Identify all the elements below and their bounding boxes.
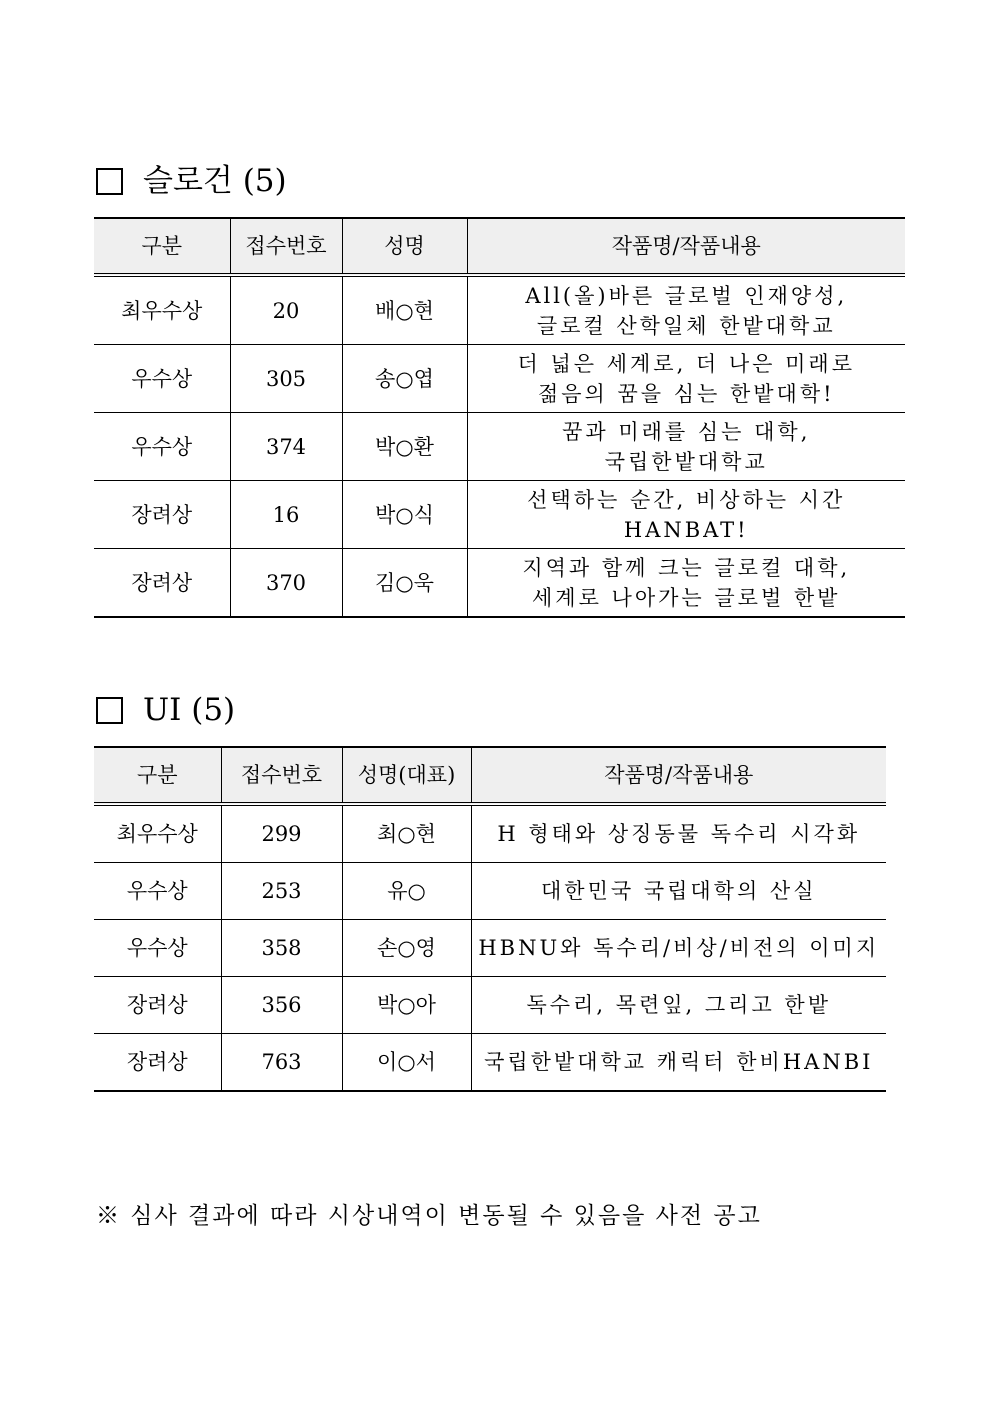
ui-results-table	[94, 746, 886, 1092]
work-line-2: 국립한밭대학교	[604, 449, 768, 474]
table-row	[94, 549, 905, 618]
table-row	[94, 1034, 886, 1092]
cell-category: 우수상	[94, 920, 221, 977]
header-work: 작품명/작품내용	[471, 747, 886, 804]
cell-name: 이○서	[342, 1034, 471, 1092]
cell-category: 장려상	[94, 549, 230, 618]
cell-category: 장려상	[94, 481, 230, 549]
header-number: 접수번호	[221, 747, 342, 804]
cell-work	[467, 413, 905, 481]
cell-number: 374	[230, 413, 342, 481]
slogan-title-text: 슬로건 (5)	[143, 163, 287, 199]
cell-work: 독수리, 목련잎, 그리고 한밭	[471, 977, 886, 1034]
table-row	[94, 804, 886, 863]
cell-number: 358	[221, 920, 342, 977]
cell-work	[467, 549, 905, 618]
cell-category: 장려상	[94, 977, 221, 1034]
cell-name: 송○엽	[342, 345, 467, 413]
work-line-1: All(올)바른 글로벌 인재양성,	[525, 283, 848, 308]
work-line-1: 꿈과 미래를 심는 대학,	[562, 419, 811, 444]
cell-work	[467, 345, 905, 413]
cell-name: 배○현	[342, 275, 467, 345]
table-row	[94, 977, 886, 1034]
cell-number: 299	[221, 804, 342, 863]
cell-category: 우수상	[94, 345, 230, 413]
cell-number: 253	[221, 863, 342, 920]
cell-name: 최○현	[342, 804, 471, 863]
work-line-2: 글로컬 산학일체 한밭대학교	[536, 313, 836, 338]
cell-category: 최우수상	[94, 275, 230, 345]
table-row	[94, 345, 905, 413]
table-row	[94, 275, 905, 345]
cell-work	[467, 275, 905, 345]
table-header-row	[94, 218, 905, 275]
cell-number: 20	[230, 275, 342, 345]
cell-work: 국립한밭대학교 캐릭터 한비HANBI	[471, 1034, 886, 1092]
cell-name: 손○영	[342, 920, 471, 977]
cell-work	[467, 481, 905, 549]
table-row	[94, 481, 905, 549]
header-category: 구분	[94, 747, 221, 804]
ui-title-text: UI (5)	[143, 692, 236, 728]
header-number: 접수번호	[230, 218, 342, 275]
cell-name: 박○환	[342, 413, 467, 481]
table-row	[94, 413, 905, 481]
table-row	[94, 920, 886, 977]
work-line-2: 젊음의 꿈을 심는 한밭대학!	[537, 381, 835, 406]
header-name: 성명(대표)	[342, 747, 471, 804]
footer-note: ※ 심사 결과에 따라 시상내역이 변동될 수 있음을 사전 공고	[96, 1203, 762, 1229]
cell-category: 장려상	[94, 1034, 221, 1092]
header-work: 작품명/작품내용	[467, 218, 905, 275]
cell-name: 박○아	[342, 977, 471, 1034]
work-line-1: 더 넓은 세계로, 더 나은 미래로	[517, 351, 855, 376]
work-line-1: 선택하는 순간, 비상하는 시간	[527, 487, 846, 512]
cell-category: 우수상	[94, 413, 230, 481]
cell-work: H 형태와 상징동물 독수리 시각화	[471, 804, 886, 863]
cell-category: 최우수상	[94, 804, 221, 863]
header-name: 성명	[342, 218, 467, 275]
cell-work: HBNU와 독수리/비상/비전의 이미지	[471, 920, 886, 977]
work-line-2: 세계로 나아가는 글로벌 한밭	[532, 585, 841, 610]
slogan-section-title	[96, 161, 287, 201]
cell-name: 김○욱	[342, 549, 467, 618]
work-line-2: HANBAT!	[623, 517, 749, 542]
checkbox-icon	[96, 697, 123, 724]
cell-name: 유○	[342, 863, 471, 920]
cell-work: 대한민국 국립대학의 산실	[471, 863, 886, 920]
header-category: 구분	[94, 218, 230, 275]
cell-number: 763	[221, 1034, 342, 1092]
work-line-1: 지역과 함께 크는 글로컬 대학,	[522, 555, 851, 580]
checkbox-icon	[96, 168, 123, 195]
slogan-results-table	[94, 217, 905, 618]
ui-section-title	[96, 690, 235, 730]
cell-number: 370	[230, 549, 342, 618]
table-row	[94, 863, 886, 920]
cell-name: 박○식	[342, 481, 467, 549]
cell-number: 16	[230, 481, 342, 549]
cell-category: 우수상	[94, 863, 221, 920]
cell-number: 356	[221, 977, 342, 1034]
table-header-row	[94, 747, 886, 804]
cell-number: 305	[230, 345, 342, 413]
